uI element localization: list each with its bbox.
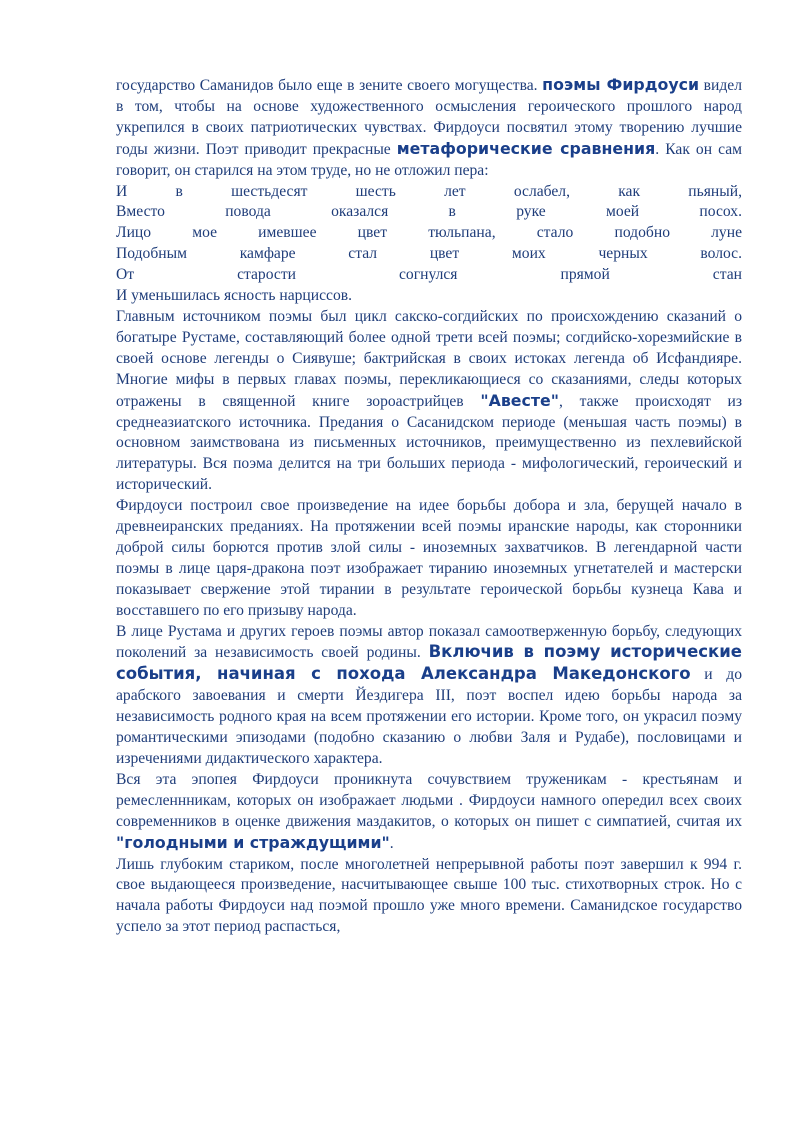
poem-line: Вместо повода оказался в руке моей посох. [116,203,742,221]
poem-line: Лицо мое имевшее цвет тюльпана, стало подобно луне [116,224,742,242]
paragraph-heroes [116,622,742,770]
text: , также происходят из среднеазиатского источника. Предания о Сасанидском периоде (меньшая часть поэмы) в основном заимствована из письменных источников, преимущественно из пехлевийской литературы. Вся поэма делится на три больших периода - мифологический, героический и исторический. [116,392,742,494]
text: . [389,834,394,852]
text: видел в том, чтобы на основе художественного осмысления героического прошлого народ укрепился в своих патриотических чувствах. Фирдоуси посвятил этому творению лучшие годы жизни. Поэт приводит прекрасные [116,77,742,158]
emphasis-phrase: поэмы Фирдоуси [542,75,700,94]
emphasis-phrase: метафорические сравнения [396,138,656,158]
emphasis-phrase: Включив в поэму исторические события, начиная с похода Александра Македонского [116,642,742,684]
paragraph-idea: Фирдоуси построил свое произведение на идее борьбы добора и зла, берущей начало в древнеиранских преданиях. На протяжении всей поэмы иранские народы, как сторонники доброй силы борются против злой силы - иноземных захватчиков. В легендарной части поэмы в лице царя-дракона поэт изображает тиранию иноземных угнетателей и мастерски показывает свержение этой тирании в результате героической борьбы кузнеца Кава и восставшего по его призыву народа. [116,497,742,619]
paragraph-intro [116,75,742,182]
text: Вся эта эпопея Фирдоуси проникнута сочувствием труженикам - крестьянам и ремесленнникам, которых он изображает людьми . Фирдоуси намного опередил всех своих современников в оценке движения маздакитов, о которых он пишет с симпатией, считая их [116,770,742,830]
paragraph-completion: Лишь глубоким стариком, после многолетней непрерывной работы поэт завершил к 994 г. свое выдающееся произведение, насчитывающее свыше 100 тыс. стихотворных строк. Но с начала работы Фирдоуси над поэмой прошло уже много времени. Саманидское государство успело за этот период распасться, [116,855,742,936]
emphasis-phrase: "голодными и страждущими" [116,832,390,852]
poem-line: Подобным камфаре стал цвет моих черных волос. [116,245,742,263]
poem-quote [116,182,742,307]
poem-line: От старости согнулся прямой стан [116,266,742,284]
emphasis-phrase: "Авесте" [480,390,559,410]
poem-line: И в шестьдесят шесть лет ослабел, как пьяный, [116,182,742,200]
text: . Как он сам говорит, он старился на этом труде, но не отложил пера: [116,140,742,179]
poem-line: И уменьшилась ясность нарциссов. [116,287,353,305]
text: государство Саманидов было еще в зените своего могущества. [116,77,538,94]
text: Главным источником поэмы был цикл сакско-согдийских по происхождению сказаний о богатыре Рустаме, составляющий более одной трети всей поэмы; согдийско-хорезмийские в своей основе легенды о Сиявуше; бактрийская в своих истоках легенда об Исфандияре. Многие мифы в первых главах поэмы, перекликающиеся со сказаниями, следы которых отражены в священной книге зороастрийцев [116,307,742,410]
paragraph-people [116,770,742,855]
text: и до арабского завоевания и смерти Йездигера III, поэт воспел идею борьбы народа за независимость родного края на всем протяжении его истории. Кроме того, он украсил поэму романтическими эпизодами (подобно сказанию о любви Заля и Рудабе), пословицами и изречениями дидактического характера. [116,666,742,767]
text: В лице Рустама и других героев поэмы автор показал самоотверженную борьбу, следующих поколений за независимость своей родины. [116,622,742,662]
paragraph-sources [116,307,742,496]
